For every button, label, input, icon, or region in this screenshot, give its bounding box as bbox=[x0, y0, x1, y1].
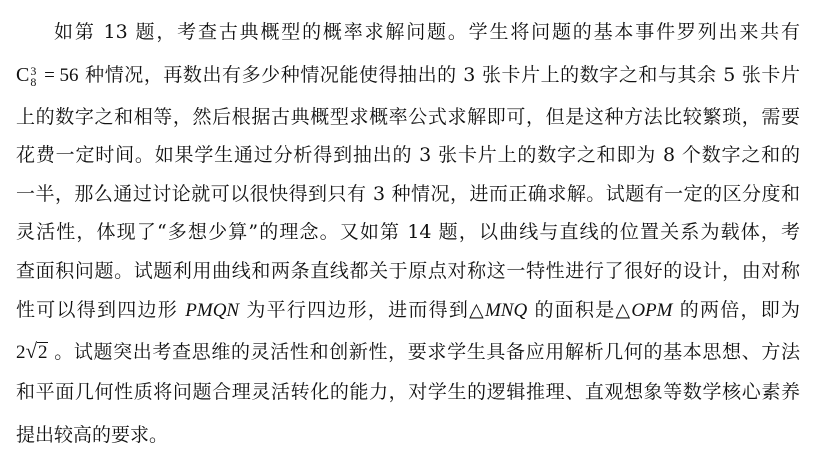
combination-value: = 56 bbox=[39, 65, 79, 86]
combination-formula bbox=[16, 57, 79, 94]
paragraph-line-7: 查面积问题。试题利用曲线和两条直线都关于原点对称这一特性进行了很好的设计，由对称 bbox=[16, 260, 800, 282]
paragraph-line-2-text: 种情况，再数出有多少种情况能使得抽出的 3 张卡片上的数字之和与其余 5 张卡片 bbox=[78, 64, 800, 86]
combination-indices bbox=[30, 63, 37, 89]
paragraph-line-9-text: 。试题突出考查思维的灵活性和创新性，要求学生具备应用解析几何的基本思想、方法 bbox=[47, 341, 800, 363]
combination-symbol: C bbox=[16, 64, 30, 86]
paragraph-line-2 bbox=[16, 57, 800, 93]
paragraph-line-1: 如第 13 题，考查古典概型的概率求解问题。学生将问题的基本事件罗列出来共有 bbox=[54, 21, 800, 43]
triangle-mnq: MNQ bbox=[484, 300, 528, 321]
line-8-text-b: 为平行四边形，进而得到△ bbox=[239, 299, 485, 321]
sqrt-expression bbox=[16, 333, 48, 371]
quadrilateral-pmqn: PMQN bbox=[185, 300, 240, 321]
paragraph-line-4: 花费一定时间。如果学生通过分析得到抽出的 3 张卡片上的数字之和即为 8 个数字之和的 bbox=[16, 144, 800, 166]
combination-superscript: 3 bbox=[30, 63, 37, 78]
paragraph-line-5: 一半，那么通过讨论就可以很快得到只有 3 种情况，进而正确求解。试题有一定的区分度和 bbox=[16, 183, 800, 205]
line-8-text-c: 的面积是△ bbox=[527, 299, 632, 321]
radical-sign: √ bbox=[25, 339, 38, 363]
line-8-text-d: 的两倍，即为 bbox=[672, 299, 801, 321]
triangle-opm: OPM bbox=[631, 300, 673, 321]
paragraph-line-6: 灵活性，体现了“多想少算”的理念。又如第 14 题，以曲线与直线的位置关系为载体，考 bbox=[16, 221, 800, 243]
line-8-text-a: 性可以得到四边形 bbox=[16, 299, 186, 321]
sqrt-radicand: 2 bbox=[38, 342, 48, 363]
paragraph-line-8 bbox=[16, 292, 800, 328]
paragraph-line-3: 上的数字之和相等，然后根据古典概型求概率公式求解即可，但是这种方法比较繁琐，需要 bbox=[16, 106, 800, 128]
paragraph-line-9 bbox=[16, 333, 800, 369]
paragraph-line-11: 提出较高的要求。 bbox=[16, 424, 169, 446]
paragraph-line-10: 和平面几何性质将问题合理灵活转化的能力，对学生的逻辑推理、直观想象等数学核心素养 bbox=[16, 381, 800, 403]
sqrt-coefficient: 2 bbox=[16, 342, 26, 363]
combination-subscript: 8 bbox=[30, 74, 37, 89]
